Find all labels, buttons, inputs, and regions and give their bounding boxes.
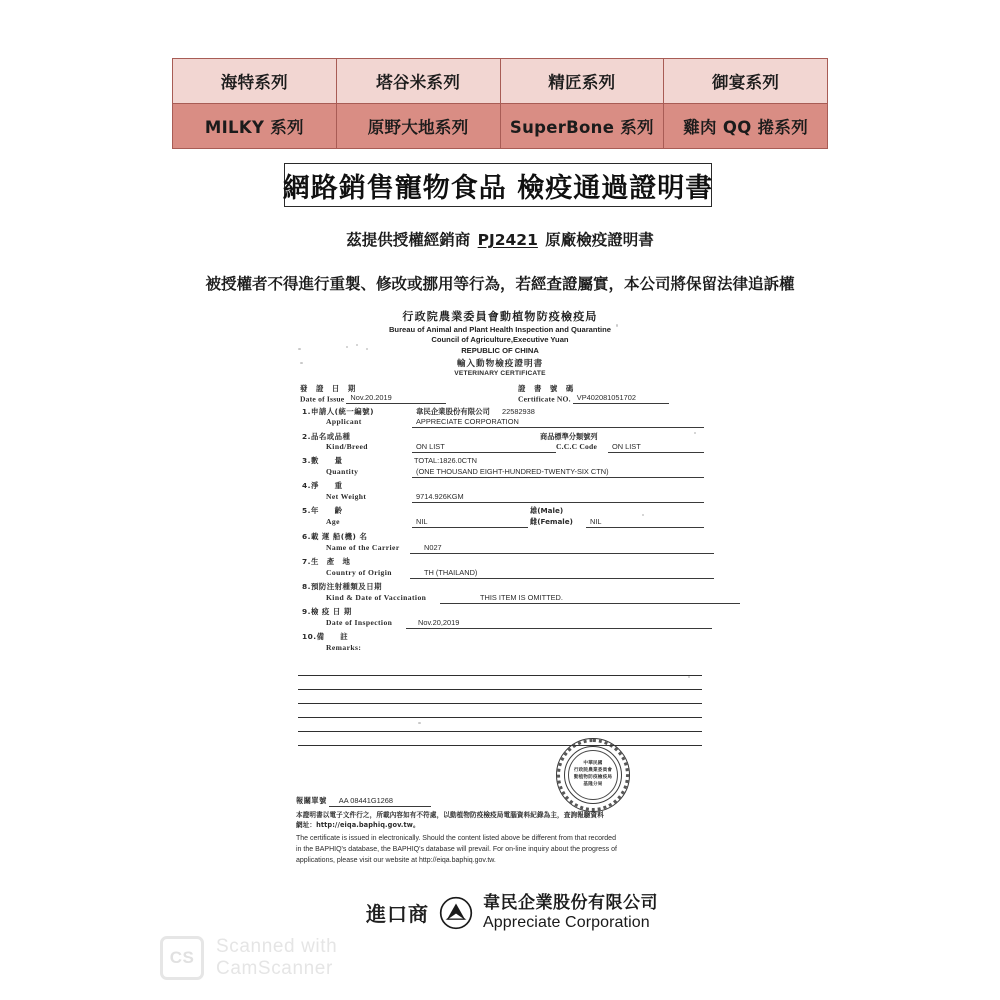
series-cell: MILKY 系列 bbox=[173, 104, 337, 149]
seal-text bbox=[571, 753, 615, 797]
importer-names bbox=[483, 894, 658, 932]
issue-row bbox=[290, 384, 710, 406]
remarks-label-cn: 10.備 註 bbox=[302, 632, 349, 642]
certificate-no-label-cn: 證 書 號 碼 bbox=[518, 384, 577, 394]
kind-breed-label-cn: 2.品名或品種 bbox=[302, 432, 351, 442]
declaration-serial-row bbox=[296, 796, 431, 807]
date-of-issue-field bbox=[300, 384, 446, 404]
ccc-code-value: ON LIST bbox=[608, 442, 704, 453]
camscanner-line-2: CamScanner bbox=[216, 958, 333, 980]
camscanner-watermark bbox=[160, 936, 337, 981]
net-weight-label-en: Net Weight bbox=[326, 492, 367, 502]
field-vaccination bbox=[290, 582, 710, 606]
field-quantity bbox=[290, 456, 710, 480]
certificate-no-field bbox=[518, 384, 669, 404]
legal-notice: 被授權者不得進行重製、修改或挪用等行為，若經查證屬實，本公司將保留法律追訴權 bbox=[205, 275, 795, 293]
scan-speck bbox=[346, 346, 348, 348]
certificate-no-label-en: Certificate NO. bbox=[518, 394, 571, 404]
series-cell: 雞肉 QQ 捲系列 bbox=[664, 104, 828, 149]
series-cell: 御宴系列 bbox=[664, 59, 828, 104]
field-carrier bbox=[290, 532, 710, 556]
certificate-header bbox=[290, 310, 710, 378]
importer-company-cn: 韋民企業股份有限公司 bbox=[483, 893, 658, 913]
ccc-code-label-cn: 商品標準分類號列 bbox=[540, 432, 598, 442]
importer-label: 進口商 bbox=[366, 902, 429, 927]
camscanner-text bbox=[216, 936, 337, 981]
certificate-no-value: VP402081051702 bbox=[573, 393, 669, 404]
veterinary-certificate-scan bbox=[290, 310, 710, 870]
certificate-title-cn: 輸入動物檢疫證明書 bbox=[456, 359, 544, 370]
vaccination-label-cn: 8.預防注射種類及日期 bbox=[302, 582, 382, 592]
vaccination-value: THIS ITEM IS OMITTED. bbox=[440, 593, 740, 604]
series-cell: 海特系列 bbox=[173, 59, 337, 104]
agency-name-en-2: Council of Agriculture,Executive Yuan bbox=[431, 335, 569, 345]
series-cell: SuperBone 系列 bbox=[500, 104, 664, 149]
footnote-en-line: The certificate is issued in electronically. Should the content listed above be different from that recorded bbox=[296, 835, 616, 842]
remarks-rule-line bbox=[298, 690, 702, 704]
agency-name-cn: 行政院農業委員會動植物防疫檢疫局 bbox=[402, 310, 598, 323]
series-row-bottom bbox=[173, 104, 828, 149]
carrier-label-en: Name of the Carrier bbox=[326, 543, 400, 553]
age-male-value: NIL bbox=[412, 517, 528, 528]
field-net-weight bbox=[290, 481, 710, 505]
net-weight-value: 9714.926KGM bbox=[412, 492, 704, 503]
date-of-issue-label-cn: 發 證 日 期 bbox=[300, 384, 359, 394]
series-row-top bbox=[173, 59, 828, 104]
country-origin-label-cn: 7.生 產 地 bbox=[302, 557, 351, 567]
scan-speck bbox=[300, 362, 303, 364]
importer-footer bbox=[366, 894, 658, 932]
applicant-value-en: APPRECIATE CORPORATION bbox=[412, 417, 704, 428]
scan-speck bbox=[298, 348, 301, 350]
remarks-rule-line bbox=[298, 704, 702, 718]
declaration-serial-label: 報關單號 bbox=[296, 796, 327, 805]
page-title-box bbox=[284, 163, 712, 207]
remarks-rule-line bbox=[298, 676, 702, 690]
remarks-rule-line bbox=[298, 732, 702, 746]
dealer-code: PJ2421 bbox=[477, 231, 538, 249]
kind-breed-label-en: Kind/Breed bbox=[326, 442, 368, 452]
series-cell: 塔谷米系列 bbox=[336, 59, 500, 104]
remarks-label-en: Remarks: bbox=[326, 643, 362, 653]
appreciate-logo-icon bbox=[439, 896, 473, 930]
applicant-tax-id: 22582938 bbox=[502, 407, 535, 417]
vaccination-label-en: Kind & Date of Vaccination bbox=[326, 593, 427, 603]
applicant-label-cn: 1.申請人(統一編號) bbox=[302, 407, 374, 417]
field-kind-breed bbox=[290, 432, 710, 455]
field-remarks bbox=[290, 632, 710, 652]
field-country-origin bbox=[290, 557, 710, 581]
country-origin-label-en: Country of Origin bbox=[326, 568, 392, 578]
footnote-en-line: applications, please visit our website at http://eiqa.baphiq.gov.tw. bbox=[296, 856, 496, 864]
official-seal-stamp bbox=[556, 738, 630, 812]
camscanner-badge-icon: CS bbox=[160, 936, 204, 980]
footnote-cn-line: 網址：http://eiqa.baphiq.gov.tw。 bbox=[296, 821, 420, 830]
date-inspection-label-cn: 9.檢 疫 日 期 bbox=[302, 607, 352, 617]
seal-line: 基隆分局 bbox=[583, 781, 603, 787]
remarks-rule-line bbox=[298, 718, 702, 732]
seal-line: 行政院農業委員會 bbox=[573, 768, 613, 774]
subtitle-line bbox=[0, 228, 1000, 250]
date-inspection-label-en: Date of Inspection bbox=[326, 618, 393, 628]
quantity-label-en: Quantity bbox=[326, 467, 359, 477]
country-origin-value: TH (THAILAND) bbox=[410, 568, 714, 579]
date-of-issue-value: Nov.20.2019 bbox=[346, 393, 446, 404]
ccc-code-label-en: C.C.C Code bbox=[556, 442, 598, 452]
series-cell: 原野大地系列 bbox=[336, 104, 500, 149]
product-series-table bbox=[172, 58, 828, 149]
series-cell: 精匠系列 bbox=[500, 59, 664, 104]
scan-speck bbox=[356, 344, 358, 346]
field-age bbox=[290, 506, 710, 531]
agency-name-en-3: REPUBLIC OF CHINA bbox=[461, 345, 539, 355]
agency-name-en-1: Bureau of Animal and Plant Health Inspection and Quarantine bbox=[388, 324, 612, 334]
date-inspection-value: Nov.20,2019 bbox=[406, 618, 712, 629]
quantity-value-numeric: TOTAL:1826.0CTN bbox=[414, 456, 477, 466]
subtitle-suffix: 原廠檢疫證明書 bbox=[545, 231, 654, 249]
remarks-rule-lines bbox=[298, 662, 702, 746]
remarks-rule-line bbox=[298, 662, 702, 676]
certificate-title-en: VETERINARY CERTIFICATE bbox=[454, 369, 546, 377]
applicant-value-cn: 韋民企業股份有限公司 bbox=[416, 407, 490, 417]
quantity-value-words: (ONE THOUSAND EIGHT-HUNDRED-TWENTY-SIX CTN) bbox=[412, 467, 704, 478]
net-weight-label-cn: 4.淨 重 bbox=[302, 481, 343, 491]
certificate-footnote-en bbox=[296, 834, 688, 867]
importer-company-en: Appreciate Corporation bbox=[483, 913, 650, 931]
field-date-inspection bbox=[290, 607, 710, 631]
subtitle-prefix: 茲提供授權經銷商 bbox=[346, 231, 471, 249]
carrier-value: N027 bbox=[410, 543, 714, 554]
age-female-value: NIL bbox=[586, 517, 704, 528]
carrier-label-cn: 6.載 運 船(機) 名 bbox=[302, 532, 368, 542]
age-female-label: 雌(Female) bbox=[530, 517, 573, 527]
date-of-issue-label-en: Date of Issue bbox=[300, 394, 345, 404]
page-title: 網路銷售寵物食品 檢疫通過證明書 bbox=[282, 172, 714, 204]
seal-line: 中華民國 bbox=[583, 761, 603, 767]
age-male-label: 雄(Male) bbox=[530, 506, 564, 516]
field-applicant bbox=[290, 407, 710, 431]
quantity-label-cn: 3.數 量 bbox=[302, 456, 343, 466]
footnote-cn-line: 本證明書以電子文件行之，所載內容如有不符處，以動植物防疫檢疫局電腦資料紀錄為主，查詢報驗資料 bbox=[296, 811, 604, 819]
footnote-en-line: in the BAPHIQ's database, the BAPHIQ's database will prevail. For on-line inquiry about the progress of bbox=[296, 845, 617, 853]
camscanner-line-1: Scanned with bbox=[216, 936, 338, 957]
scan-speck bbox=[616, 324, 618, 327]
seal-line: 動植物防疫檢疫局 bbox=[573, 775, 613, 780]
kind-breed-value: ON LIST bbox=[412, 442, 556, 453]
applicant-label-en: Applicant bbox=[326, 417, 362, 427]
certificate-footnote-cn bbox=[296, 810, 696, 830]
age-label-en: Age bbox=[326, 517, 340, 527]
age-label-cn: 5.年 齡 bbox=[302, 506, 343, 516]
declaration-serial-value: AA 08441G1268 bbox=[329, 796, 431, 807]
scan-speck bbox=[366, 348, 368, 350]
